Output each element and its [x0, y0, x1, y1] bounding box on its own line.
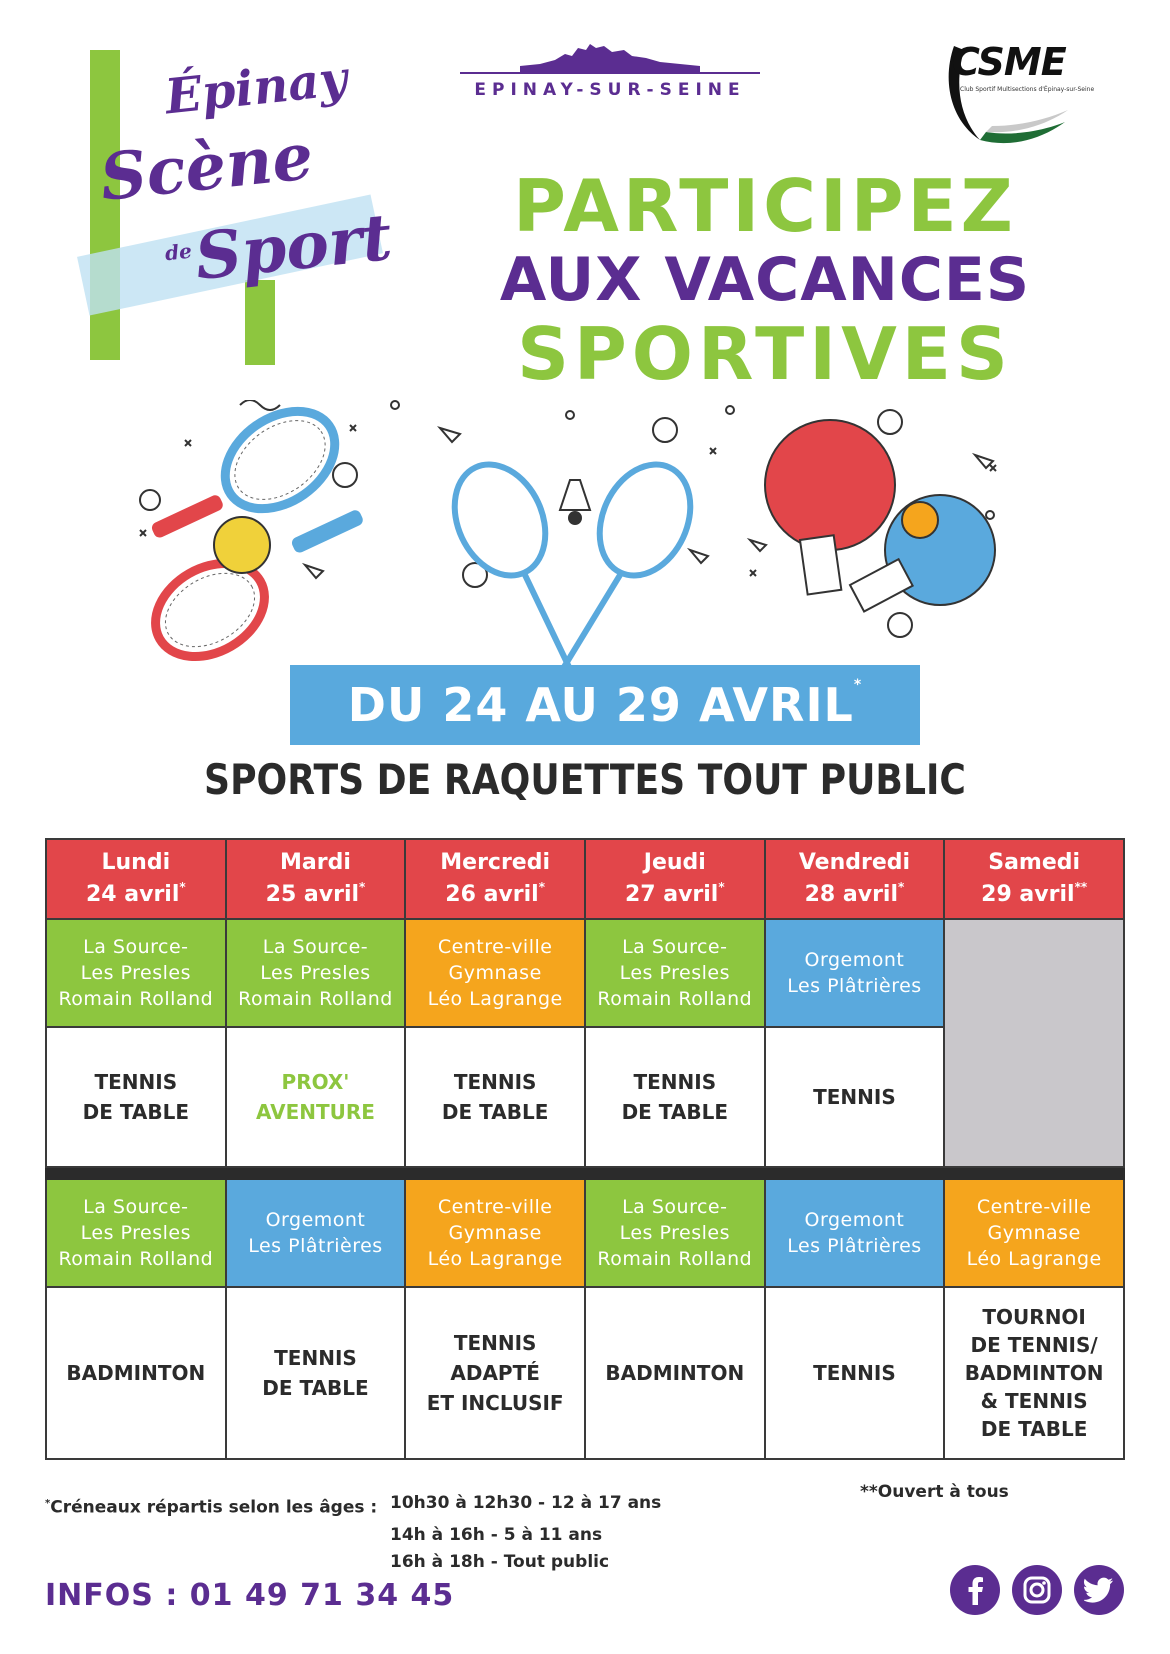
tennis-rackets-icon [139, 400, 365, 675]
day-mark: * [179, 880, 186, 894]
epinay-sur-seine-logo [450, 40, 770, 100]
activity-line: PROX' [281, 1070, 350, 1094]
day-name: Samedi [988, 850, 1081, 875]
day-date: 25 avril [265, 882, 360, 907]
logo-word-1: Épinay [162, 50, 350, 126]
logo-word-4: Sport [191, 199, 396, 296]
activity-line: DE TABLE [441, 1100, 549, 1124]
activity-cell [46, 1027, 226, 1167]
day-header [405, 839, 585, 919]
open-to-all-note: **Ouvert à tous [860, 1482, 1009, 1502]
venue-cell [585, 1179, 765, 1287]
activity-cell [944, 1287, 1124, 1459]
schedule-table [45, 838, 1125, 1460]
activity-cell [226, 1287, 406, 1459]
day-name: Vendredi [798, 850, 911, 875]
day-date: 26 avril [445, 882, 539, 907]
logo-word-3: de [163, 238, 193, 266]
day-mark: ** [1074, 880, 1088, 894]
day-header [585, 839, 765, 919]
day-name: Mercredi [440, 850, 551, 875]
day-name: Jeudi [643, 850, 706, 875]
session2-activity-row [46, 1287, 1124, 1459]
headline-line-2: AUX VACANCES [499, 245, 1031, 315]
day-date: 24 avril [85, 882, 180, 907]
venue-line: Romain Rolland [58, 988, 214, 1010]
day-date: 28 avril [804, 882, 899, 907]
day-header [765, 839, 945, 919]
activity-cell [765, 1287, 945, 1459]
venue-line: Les Presles [80, 962, 191, 984]
activity-line: TENNIS [453, 1070, 537, 1094]
venue-line: Les Presles [80, 1222, 191, 1244]
day-mark: * [898, 880, 905, 894]
venue-line: Centre-ville [437, 936, 553, 958]
activity-cell [585, 1287, 765, 1459]
venue-line: La Source- [83, 1196, 189, 1218]
empty-slot-cell [944, 919, 1124, 1167]
venue-cell [765, 1179, 945, 1287]
venue-line: Romain Rolland [238, 988, 393, 1010]
venue-line: Les Plâtrières [248, 1235, 383, 1257]
activity-line: BADMINTON [66, 1361, 206, 1385]
table-tennis-paddles-icon [765, 420, 995, 611]
day-header [944, 839, 1124, 919]
footnote-label-text: Créneaux répartis selon les âges : [50, 1497, 378, 1518]
date-range: DU 24 AU 29 AVRIL [347, 678, 854, 732]
page-subtitle: SPORTS DE RAQUETTES TOUT PUBLIC [204, 755, 966, 804]
day-header [46, 839, 226, 919]
activity-line: BADMINTON [605, 1361, 745, 1385]
twitter-icon[interactable] [1074, 1565, 1124, 1615]
activity-line: DE TENNIS/ [970, 1333, 1098, 1357]
activity-line: BADMINTON [964, 1361, 1104, 1385]
csme-logo [940, 40, 1095, 150]
venue-cell [405, 919, 585, 1027]
activity-line: TENNIS [453, 1331, 537, 1355]
footnote-spacer [45, 1549, 390, 1576]
venue-line: La Source- [262, 936, 369, 958]
day-name: Mardi [280, 850, 351, 875]
activity-cell [405, 1287, 585, 1459]
logo-rule [460, 72, 760, 74]
activity-cell [585, 1027, 765, 1167]
venue-cell [226, 919, 406, 1027]
venue-cell [765, 919, 945, 1027]
activity-line: TENNIS [94, 1070, 178, 1094]
age-slots-footnote [45, 1490, 661, 1576]
contact-phone: INFOS : 01 49 71 34 45 [45, 1578, 455, 1613]
venue-line: Orgemont [804, 1209, 905, 1231]
venue-line: Léo Lagrange [966, 1248, 1102, 1270]
venue-cell [46, 919, 226, 1027]
activity-cell [46, 1287, 226, 1459]
day-date: 29 avril [981, 882, 1075, 907]
activity-cell [226, 1027, 406, 1167]
facebook-icon[interactable] [950, 1565, 1000, 1615]
racket-sports-illustration [130, 400, 1050, 700]
day-name: Lundi [101, 850, 171, 875]
footnote-row [45, 1490, 661, 1522]
activity-line: DE TABLE [262, 1376, 369, 1400]
session-separator [46, 1167, 1124, 1179]
instagram-icon[interactable] [1012, 1565, 1062, 1615]
epinay-scene-de-sport-logo [70, 40, 396, 390]
venue-line: Orgemont [804, 949, 905, 971]
activity-line: TOURNOI [982, 1305, 1086, 1329]
venue-line: Romain Rolland [597, 1248, 753, 1270]
venue-cell [585, 919, 765, 1027]
date-mark: * [853, 677, 863, 693]
venue-line: Romain Rolland [597, 988, 753, 1010]
venue-line: Les Presles [619, 1222, 730, 1244]
city-name: EPINAY-SUR-SEINE [474, 80, 746, 100]
venue-line: Gymnase [448, 1222, 542, 1244]
badminton-rackets-icon [437, 450, 707, 690]
venue-line: La Source- [622, 936, 728, 958]
venue-line: Les Presles [619, 962, 730, 984]
activity-line: & TENNIS [980, 1389, 1088, 1413]
footnote-row [45, 1522, 661, 1549]
venue-cell [944, 1179, 1124, 1287]
activity-line: TENNIS [813, 1085, 896, 1109]
activity-line: DE TABLE [621, 1100, 729, 1124]
time-slot: 14h à 16h - 5 à 11 ans [390, 1524, 603, 1545]
venue-line: Gymnase [987, 1222, 1081, 1244]
activity-cell [765, 1027, 945, 1167]
session1-place-row [46, 919, 1124, 1027]
activity-line: ADAPTÉ [450, 1361, 540, 1385]
headline-line-1: PARTICIPEZ [513, 164, 1017, 248]
venue-line: Orgemont [265, 1209, 366, 1231]
activity-line: TENNIS [274, 1346, 357, 1370]
footnote-row [45, 1549, 661, 1576]
day-mark: * [718, 880, 725, 894]
venue-line: Léo Lagrange [427, 988, 563, 1010]
venue-line: Les Presles [260, 962, 371, 984]
venue-line: Centre-ville [976, 1196, 1092, 1218]
venue-line: Centre-ville [437, 1196, 553, 1218]
time-slot: 10h30 à 12h30 - 12 à 17 ans [390, 1493, 662, 1513]
logo-word-2: Scène [96, 119, 317, 216]
day-mark: * [359, 880, 366, 894]
activity-line: TENNIS [813, 1361, 896, 1385]
csme-tagline: Club Sportif Multisections d'Épinay-sur-Seine [960, 86, 1095, 93]
activity-line: DE TABLE [82, 1100, 190, 1124]
venue-line: Léo Lagrange [427, 1248, 563, 1270]
activity-cell [405, 1027, 585, 1167]
date-banner [290, 665, 920, 745]
day-header [226, 839, 406, 919]
footnote-label [45, 1490, 390, 1522]
footnote-spacer [45, 1522, 390, 1549]
activity-line: TENNIS [633, 1070, 717, 1094]
venue-cell [46, 1179, 226, 1287]
day-header-row [46, 839, 1124, 919]
activity-line: DE TABLE [980, 1417, 1088, 1441]
headline-line-3: SPORTIVES [517, 312, 1013, 396]
venue-line: La Source- [83, 936, 189, 958]
logo-bar-right [245, 280, 275, 365]
venue-line: Les Plâtrières [787, 1235, 922, 1257]
city-skyline-icon [520, 40, 700, 72]
csme-letters: CSME [952, 40, 1066, 84]
venue-cell [226, 1179, 406, 1287]
day-date: 27 avril [624, 882, 719, 907]
venue-line: Les Plâtrières [787, 975, 922, 997]
venue-line: La Source- [622, 1196, 728, 1218]
venue-line: Romain Rolland [58, 1248, 214, 1270]
footnote-mark: * [45, 1498, 51, 1509]
headline [440, 164, 1090, 396]
activity-line: AVENTURE [256, 1100, 375, 1124]
venue-cell [405, 1179, 585, 1287]
time-slot: 16h à 18h - Tout public [390, 1551, 610, 1572]
activity-line: ET INCLUSIF [426, 1391, 564, 1415]
day-mark: * [538, 880, 545, 894]
venue-line: Gymnase [448, 962, 542, 984]
session2-place-row [46, 1179, 1124, 1287]
separator-bar [46, 1167, 1124, 1179]
social-links [950, 1565, 1124, 1615]
